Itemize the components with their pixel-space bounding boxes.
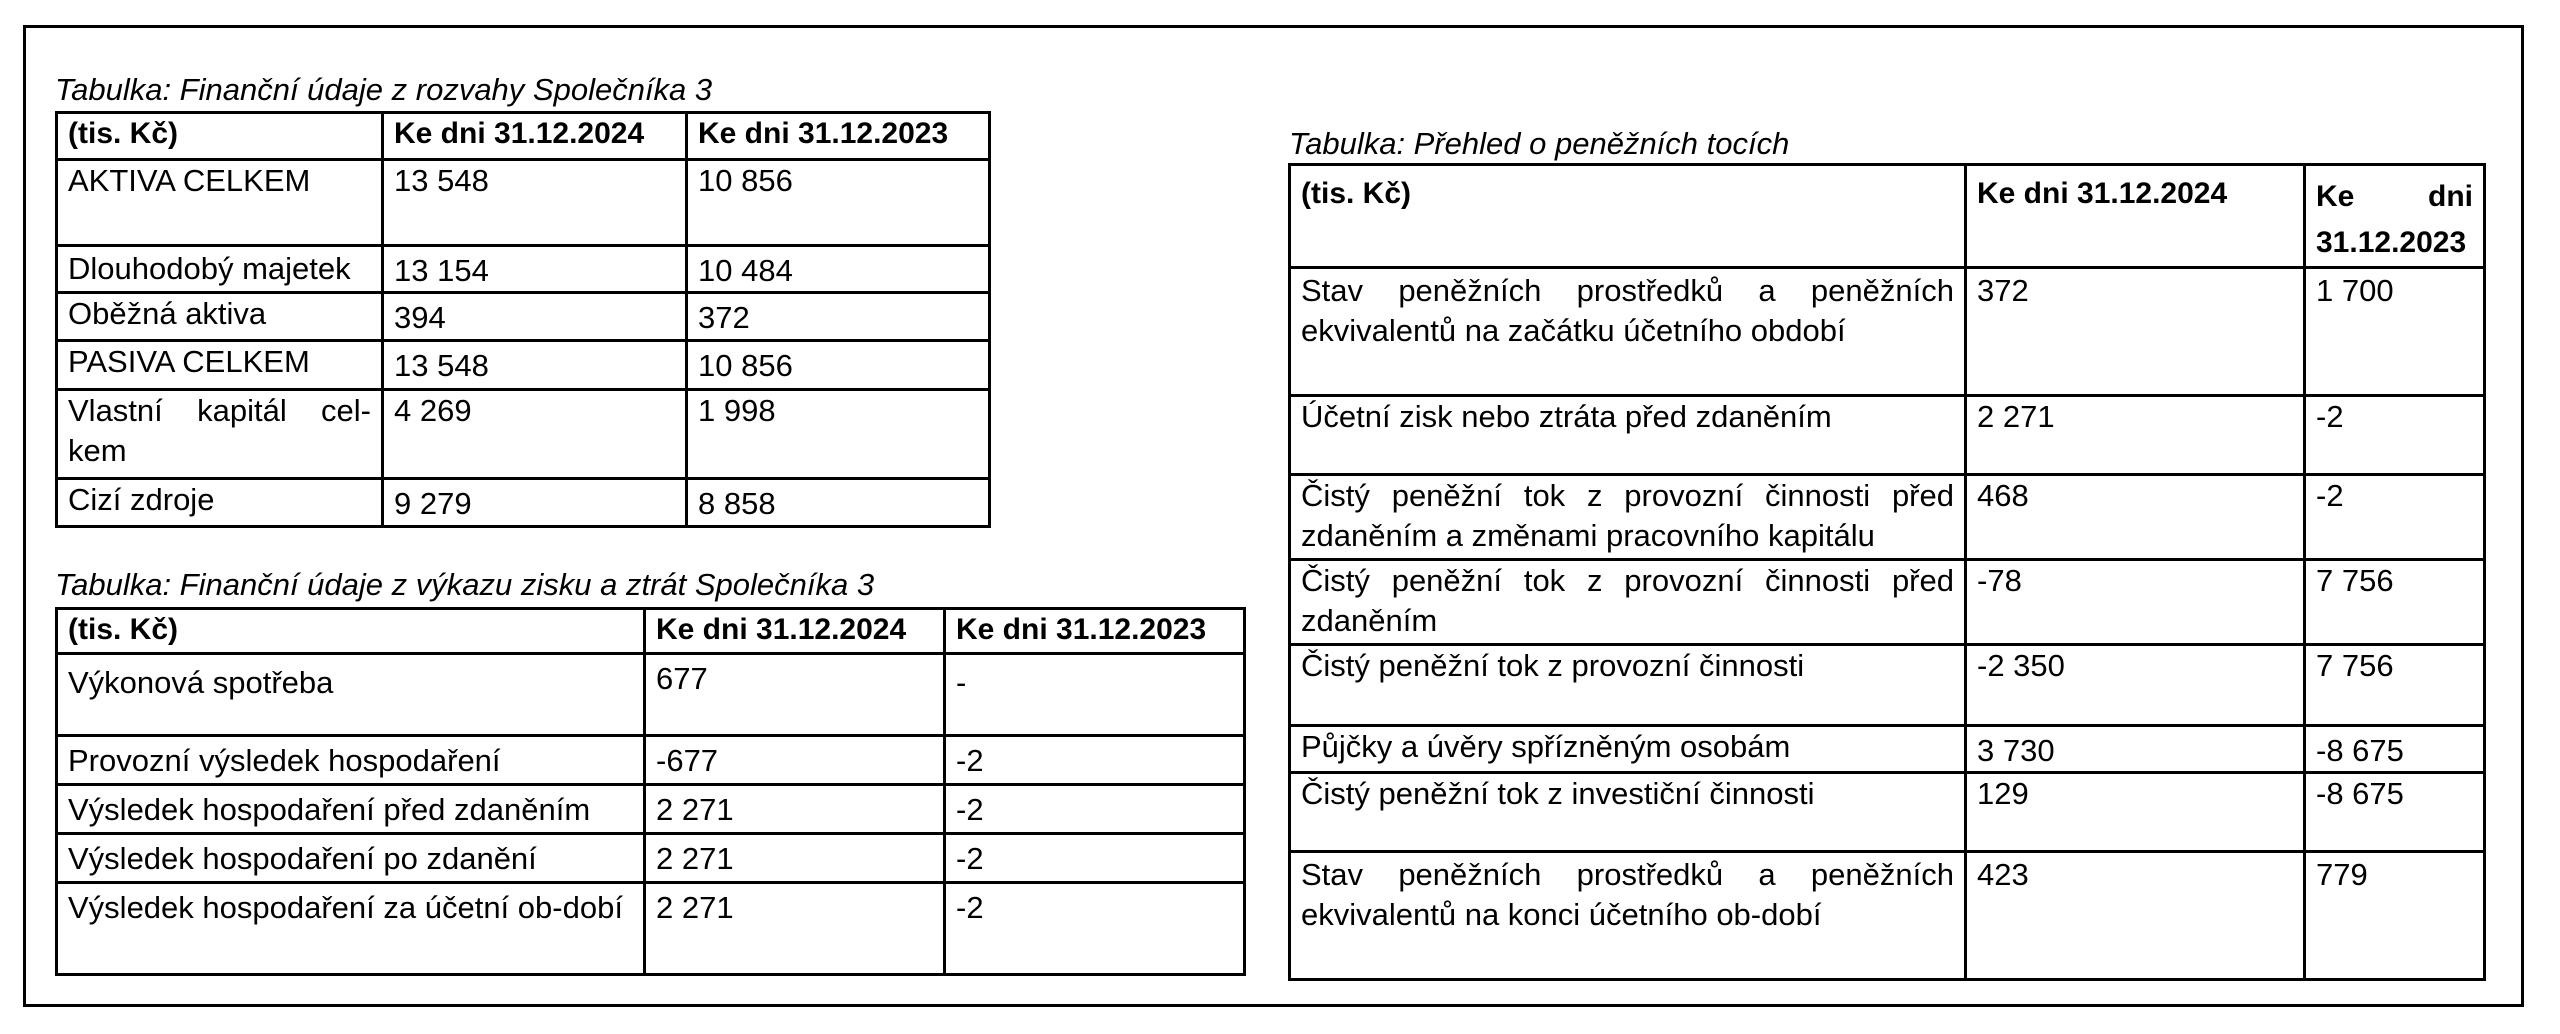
cell-value: 372 — [1966, 268, 2305, 396]
table-header-row — [57, 609, 1245, 654]
cell-value: 779 — [2305, 852, 2485, 980]
column-header: Ke dni 31.12.2024 — [383, 113, 687, 160]
column-header: (tis. Kč) — [57, 113, 383, 160]
cell-value: 13 548 — [383, 160, 687, 246]
table-row — [57, 246, 990, 293]
table-row — [1290, 396, 2485, 475]
table-header-row — [57, 113, 990, 160]
table-row — [57, 390, 990, 479]
cell-value: 7 756 — [2305, 560, 2485, 645]
table-row — [1290, 645, 2485, 726]
cell-value: 2 271 — [645, 834, 945, 883]
cell-value: -2 350 — [1966, 645, 2305, 726]
row-label: Výsledek hospodaření za účetní ob-dobí — [57, 883, 645, 975]
column-header: Ke dni 31.12.2024 — [1966, 165, 2305, 268]
cell-value: -2 — [2305, 396, 2485, 475]
cell-value: 10 856 — [687, 160, 990, 246]
column-header: Ke dni 31.12.2023 — [687, 113, 990, 160]
cell-value: -677 — [645, 736, 945, 785]
table-row — [1290, 560, 2485, 645]
cell-value: -8 675 — [2305, 726, 2485, 773]
table-row — [57, 785, 1245, 834]
row-label: Cizí zdroje — [57, 479, 383, 527]
column-header: (tis. Kč) — [1290, 165, 1966, 268]
table-header-row — [1290, 165, 2485, 268]
table-row — [57, 341, 990, 390]
balance-caption: Tabulka: Finanční údaje z rozvahy Společníka 3 — [55, 72, 713, 107]
cell-value: 129 — [1966, 773, 2305, 852]
cell-value: -8 675 — [2305, 773, 2485, 852]
cell-value: 13 154 — [383, 246, 687, 293]
cell-value: - — [945, 654, 1245, 736]
row-label: Provozní výsledek hospodaření — [57, 736, 645, 785]
column-header: Ke dni 31.12.2023 — [2305, 165, 2485, 268]
cell-value: 468 — [1966, 475, 2305, 560]
cell-value: 9 279 — [383, 479, 687, 527]
table-row — [57, 883, 1245, 975]
row-label: Stav peněžních prostředků a peněžních ekvivalentů na začátku účetního období — [1290, 268, 1966, 396]
row-label: Čistý peněžní tok z provozní činnosti před zdaněním a změnami pracovního kapitálu — [1290, 475, 1966, 560]
table-row — [57, 160, 990, 246]
table-row — [57, 736, 1245, 785]
cell-value: 13 548 — [383, 341, 687, 390]
cell-value: -2 — [945, 834, 1245, 883]
cell-value: 1 700 — [2305, 268, 2485, 396]
table-row — [1290, 773, 2485, 852]
table-row — [1290, 475, 2485, 560]
table-row — [57, 834, 1245, 883]
row-label: Výkonová spotřeba — [57, 654, 645, 736]
row-label: Čistý peněžní tok z provozní činnosti — [1290, 645, 1966, 726]
cell-value: 4 269 — [383, 390, 687, 479]
income-table — [55, 607, 1246, 976]
table-row — [57, 479, 990, 527]
column-header: Ke dni 31.12.2023 — [945, 609, 1245, 654]
row-label: Stav peněžních prostředků a peněžních ekvivalentů na konci účetního ob-dobí — [1290, 852, 1966, 980]
cell-value: -2 — [945, 785, 1245, 834]
row-label: Účetní zisk nebo ztráta před zdaněním — [1290, 396, 1966, 475]
row-label: AKTIVA CELKEM — [57, 160, 383, 246]
cell-value: 3 730 — [1966, 726, 2305, 773]
table-row — [57, 654, 1245, 736]
cell-value: -2 — [945, 736, 1245, 785]
income-caption: Tabulka: Finanční údaje z výkazu zisku a ztrát Společníka 3 — [55, 567, 875, 602]
row-label: Oběžná aktiva — [57, 293, 383, 341]
table-row — [1290, 852, 2485, 980]
row-label: Čistý peněžní tok z provozní činnosti před zdaněním — [1290, 560, 1966, 645]
column-header: Ke dni 31.12.2024 — [645, 609, 945, 654]
cell-value: 8 858 — [687, 479, 990, 527]
cell-value: 677 — [645, 654, 945, 736]
table-row — [1290, 726, 2485, 773]
cell-value: 394 — [383, 293, 687, 341]
cell-value: 7 756 — [2305, 645, 2485, 726]
row-label: Dlouhodobý majetek — [57, 246, 383, 293]
row-label: Výsledek hospodaření po zdanění — [57, 834, 645, 883]
cell-value: 2 271 — [1966, 396, 2305, 475]
row-label: Čistý peněžní tok z investiční činnosti — [1290, 773, 1966, 852]
row-label: Půjčky a úvěry spřízněným osobám — [1290, 726, 1966, 773]
cell-value: 10 856 — [687, 341, 990, 390]
row-label: Výsledek hospodaření před zdaněním — [57, 785, 645, 834]
balance-table — [55, 111, 991, 528]
cell-value: 2 271 — [645, 883, 945, 975]
column-header: (tis. Kč) — [57, 609, 645, 654]
table-row — [1290, 268, 2485, 396]
cashflow-table — [1288, 163, 2486, 981]
row-label: PASIVA CELKEM — [57, 341, 383, 390]
row-label: Vlastní kapitál cel-kem — [57, 390, 383, 479]
cell-value: 2 271 — [645, 785, 945, 834]
cell-value: 423 — [1966, 852, 2305, 980]
cell-value: -78 — [1966, 560, 2305, 645]
cell-value: 1 998 — [687, 390, 990, 479]
cell-value: 372 — [687, 293, 990, 341]
table-row — [57, 293, 990, 341]
cell-value: -2 — [2305, 475, 2485, 560]
cashflow-caption: Tabulka: Přehled o peněžních tocích — [1289, 126, 1790, 161]
cell-value: 10 484 — [687, 246, 990, 293]
cell-value: -2 — [945, 883, 1245, 975]
